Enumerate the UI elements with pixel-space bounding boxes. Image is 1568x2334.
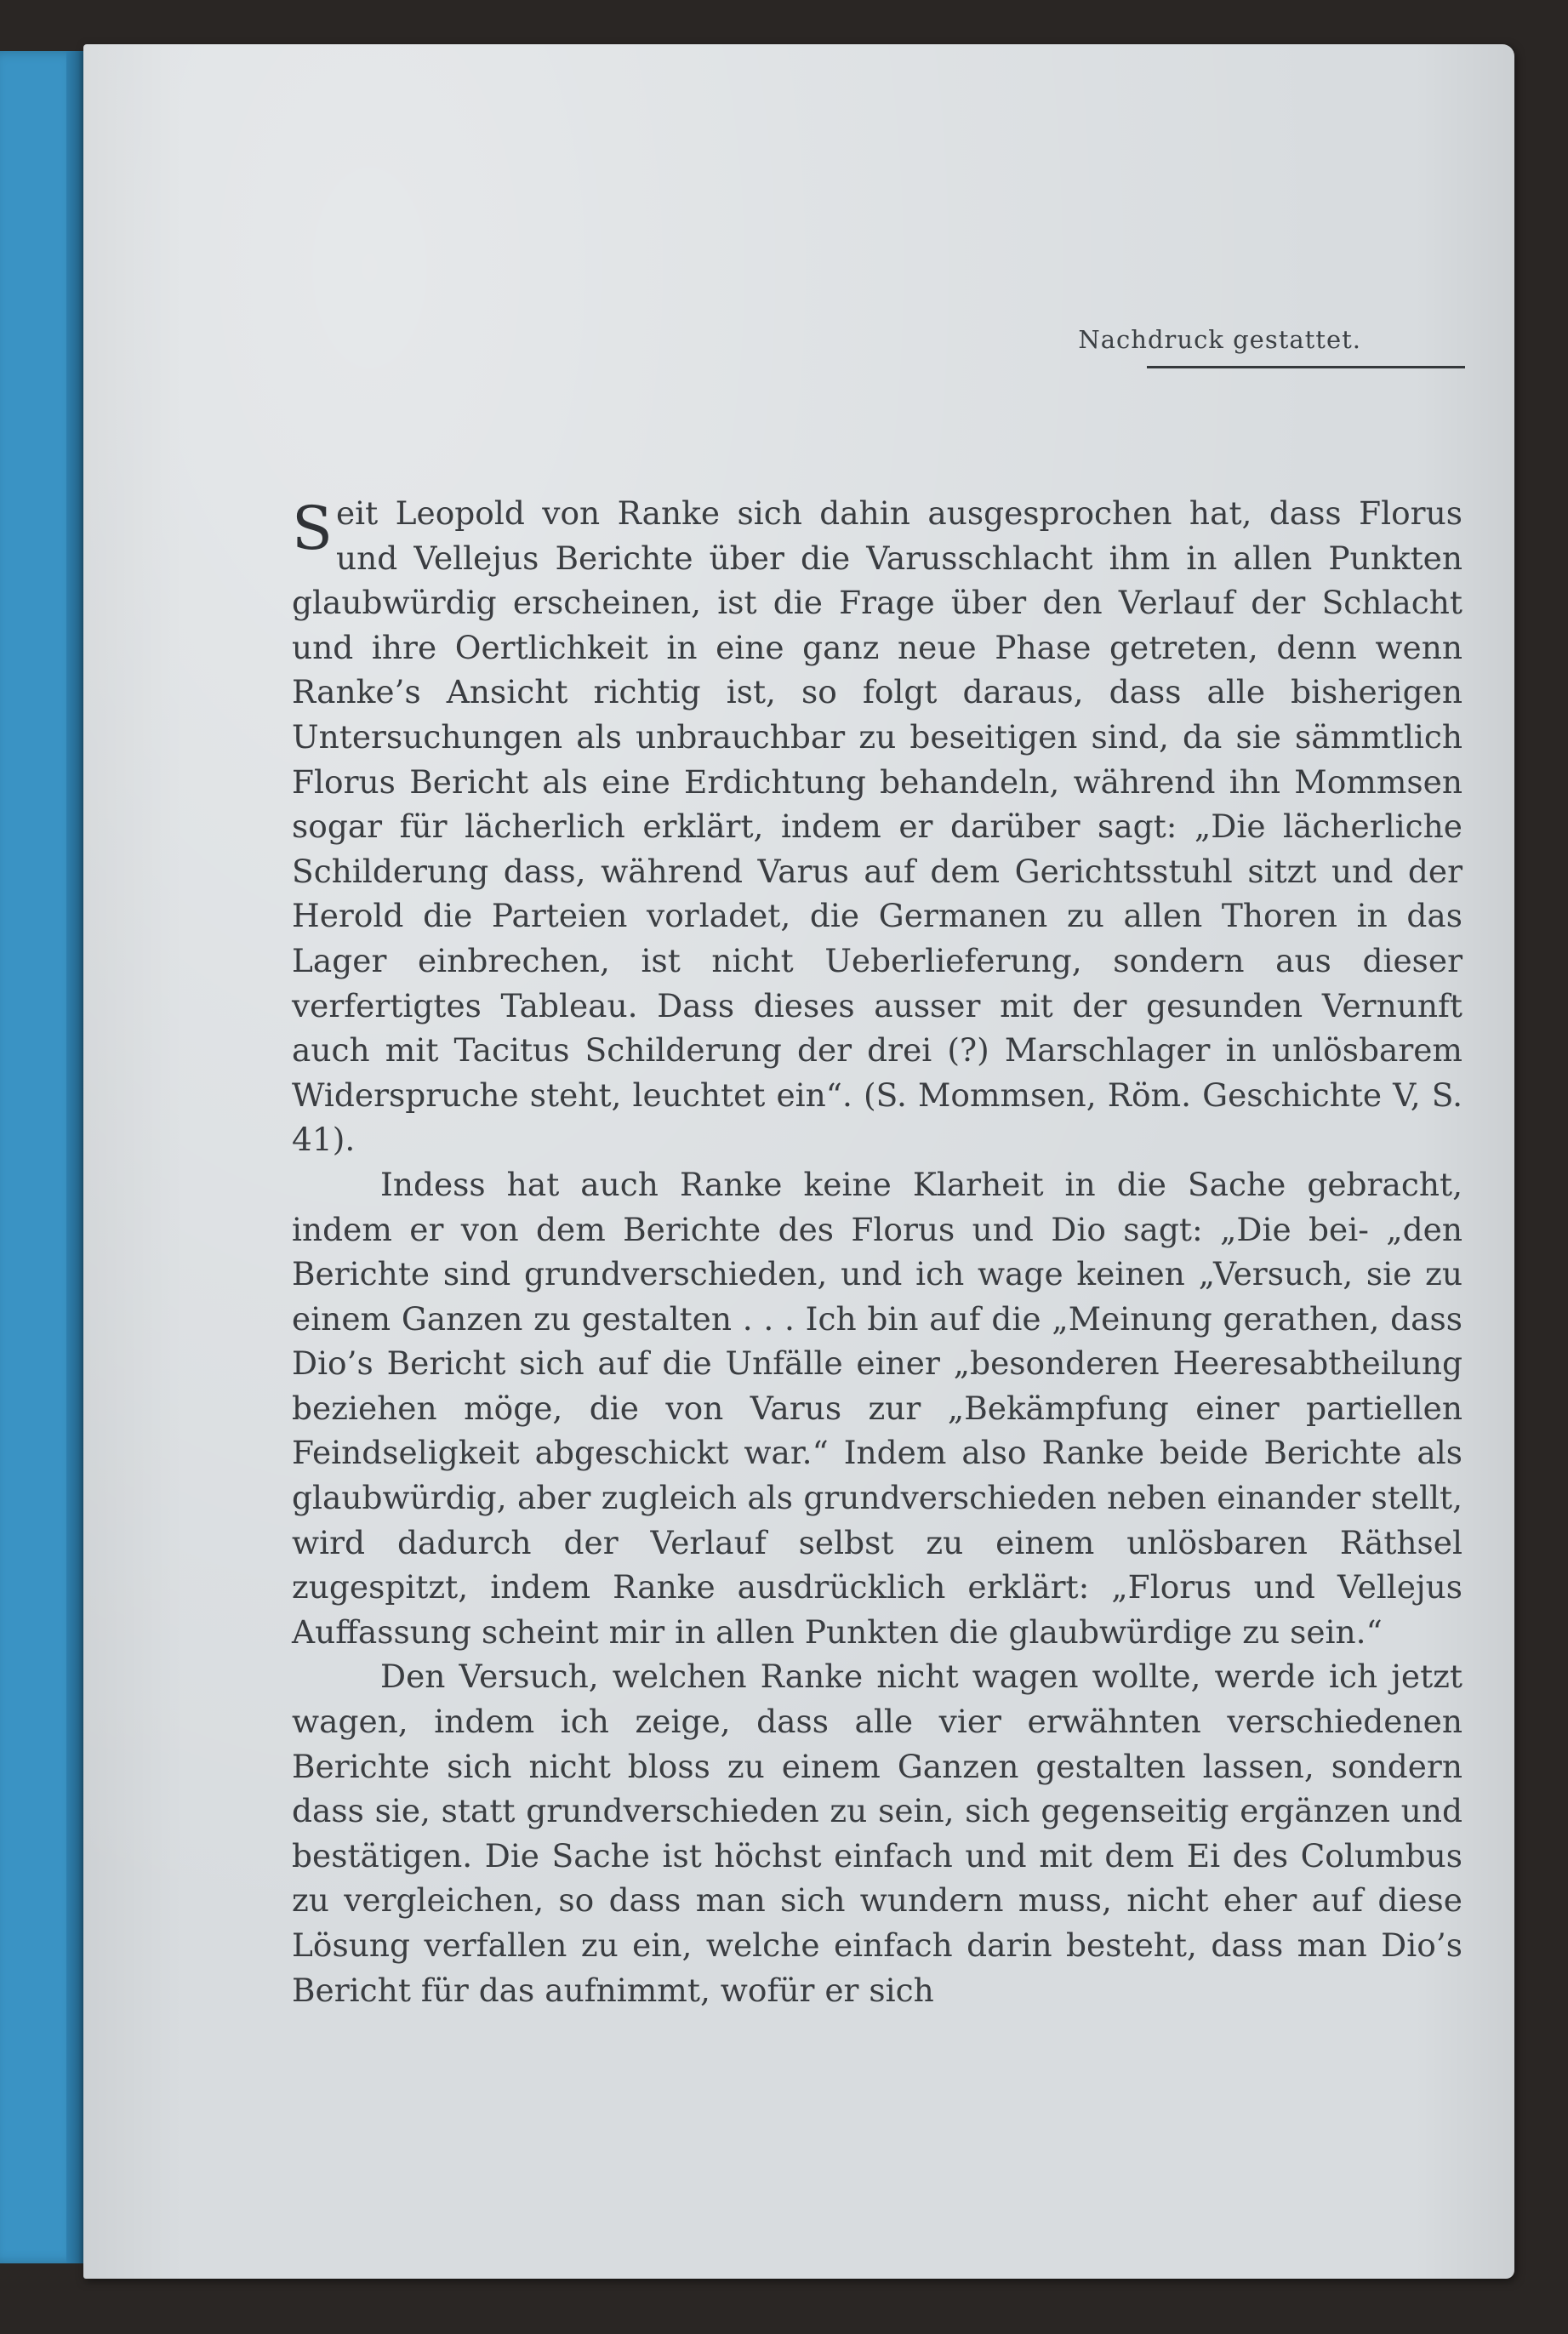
body-text [292, 491, 1463, 2012]
paragraph-2 [292, 1162, 1463, 1655]
paragraph-1 [292, 491, 1463, 1162]
paragraph-1-text: eit Leopold von Ranke sich dahin ausgesprochen hat, dass Florus und Vellejus Berichte über die Varusschlacht ihm in allen Punkten glaubwürdig erscheinen, ist die Frage über den Verlauf der Schlacht und ihre Oertlichkeit in eine ganz neue Phase getreten, denn wenn Ranke’s Ansicht richtig ist, so folgt daraus, dass alle bisherigen Untersuchungen als unbrauchbar zu beseitigen sind, da sie sämmtlich Florus Bericht als eine Erdichtung behandeln, während ihn Mommsen sogar für lächerlich erklärt, indem er darüber sagt: „Die lächerliche Schilderung dass, während Varus auf dem Gerichtsstuhl sitzt und der Herold die Parteien vorladet, die Germanen zu allen Thoren in das Lager einbrechen, ist nicht Ueberlieferung, sondern aus dieser verfertigtes Tableau. Dass dieses ausser mit der gesunden Vernunft auch mit Tacitus Schilderung der drei (?) Marschlager in unlösbarem Widerspruche steht, leuchtet ein“. (S. Mommsen, Röm. Geschichte V, S. 41). [292, 494, 1463, 1159]
header-rule [1147, 366, 1465, 368]
reprint-note: Nachdruck gestattet. [1078, 325, 1361, 354]
paragraph-2-text: Indess hat auch Ranke keine Klarheit in die Sache gebracht, indem er von dem Berichte des Florus und Dio sagt: „Die bei- „den Berichte sind grundverschieden, und ich wage keinen „Versuch, sie zu einem Ganzen zu gestalten . . . Ich bin auf die „Meinung gerathen, dass Dio’s Bericht sich auf die Unfälle einer „besonderen Heeresabtheilung beziehen möge, die von Varus zur „Bekämpfung einer partiellen Feindseligkeit abgeschickt war.“ Indem also Ranke beide Berichte als glaubwürdig, aber zugleich als grundverschieden neben einander stellt, wird dadurch der Verlauf selbst zu einem unlösbaren Räthsel zugespitzt, indem Ranke ausdrücklich erklärt: „Florus und Vellejus Auffassung scheint mir in allen Punkten die glaubwürdige zu sein.“ [292, 1165, 1463, 1651]
document-page [83, 44, 1514, 2279]
initial-letter: S [292, 494, 333, 563]
paragraph-3 [292, 1654, 1463, 2012]
paragraph-3-text: Den Versuch, welchen Ranke nicht wagen wollte, werde ich jetzt wagen, indem ich zeige, dass alle vier erwähnten verschiedenen Berichte sich nicht bloss zu einem Ganzen gestalten lassen, sondern dass sie, statt grundverschieden zu sein, sich gegenseitig ergänzen und bestätigen. Die Sache ist höchst einfach und mit dem Ei des Columbus zu vergleichen, so dass man sich wundern muss, nicht eher auf diese Lösung verfallen zu ein, welche einfach darin besteht, dass man Dio’s Bericht für das aufnimmt, wofür er sich [292, 1658, 1463, 2009]
